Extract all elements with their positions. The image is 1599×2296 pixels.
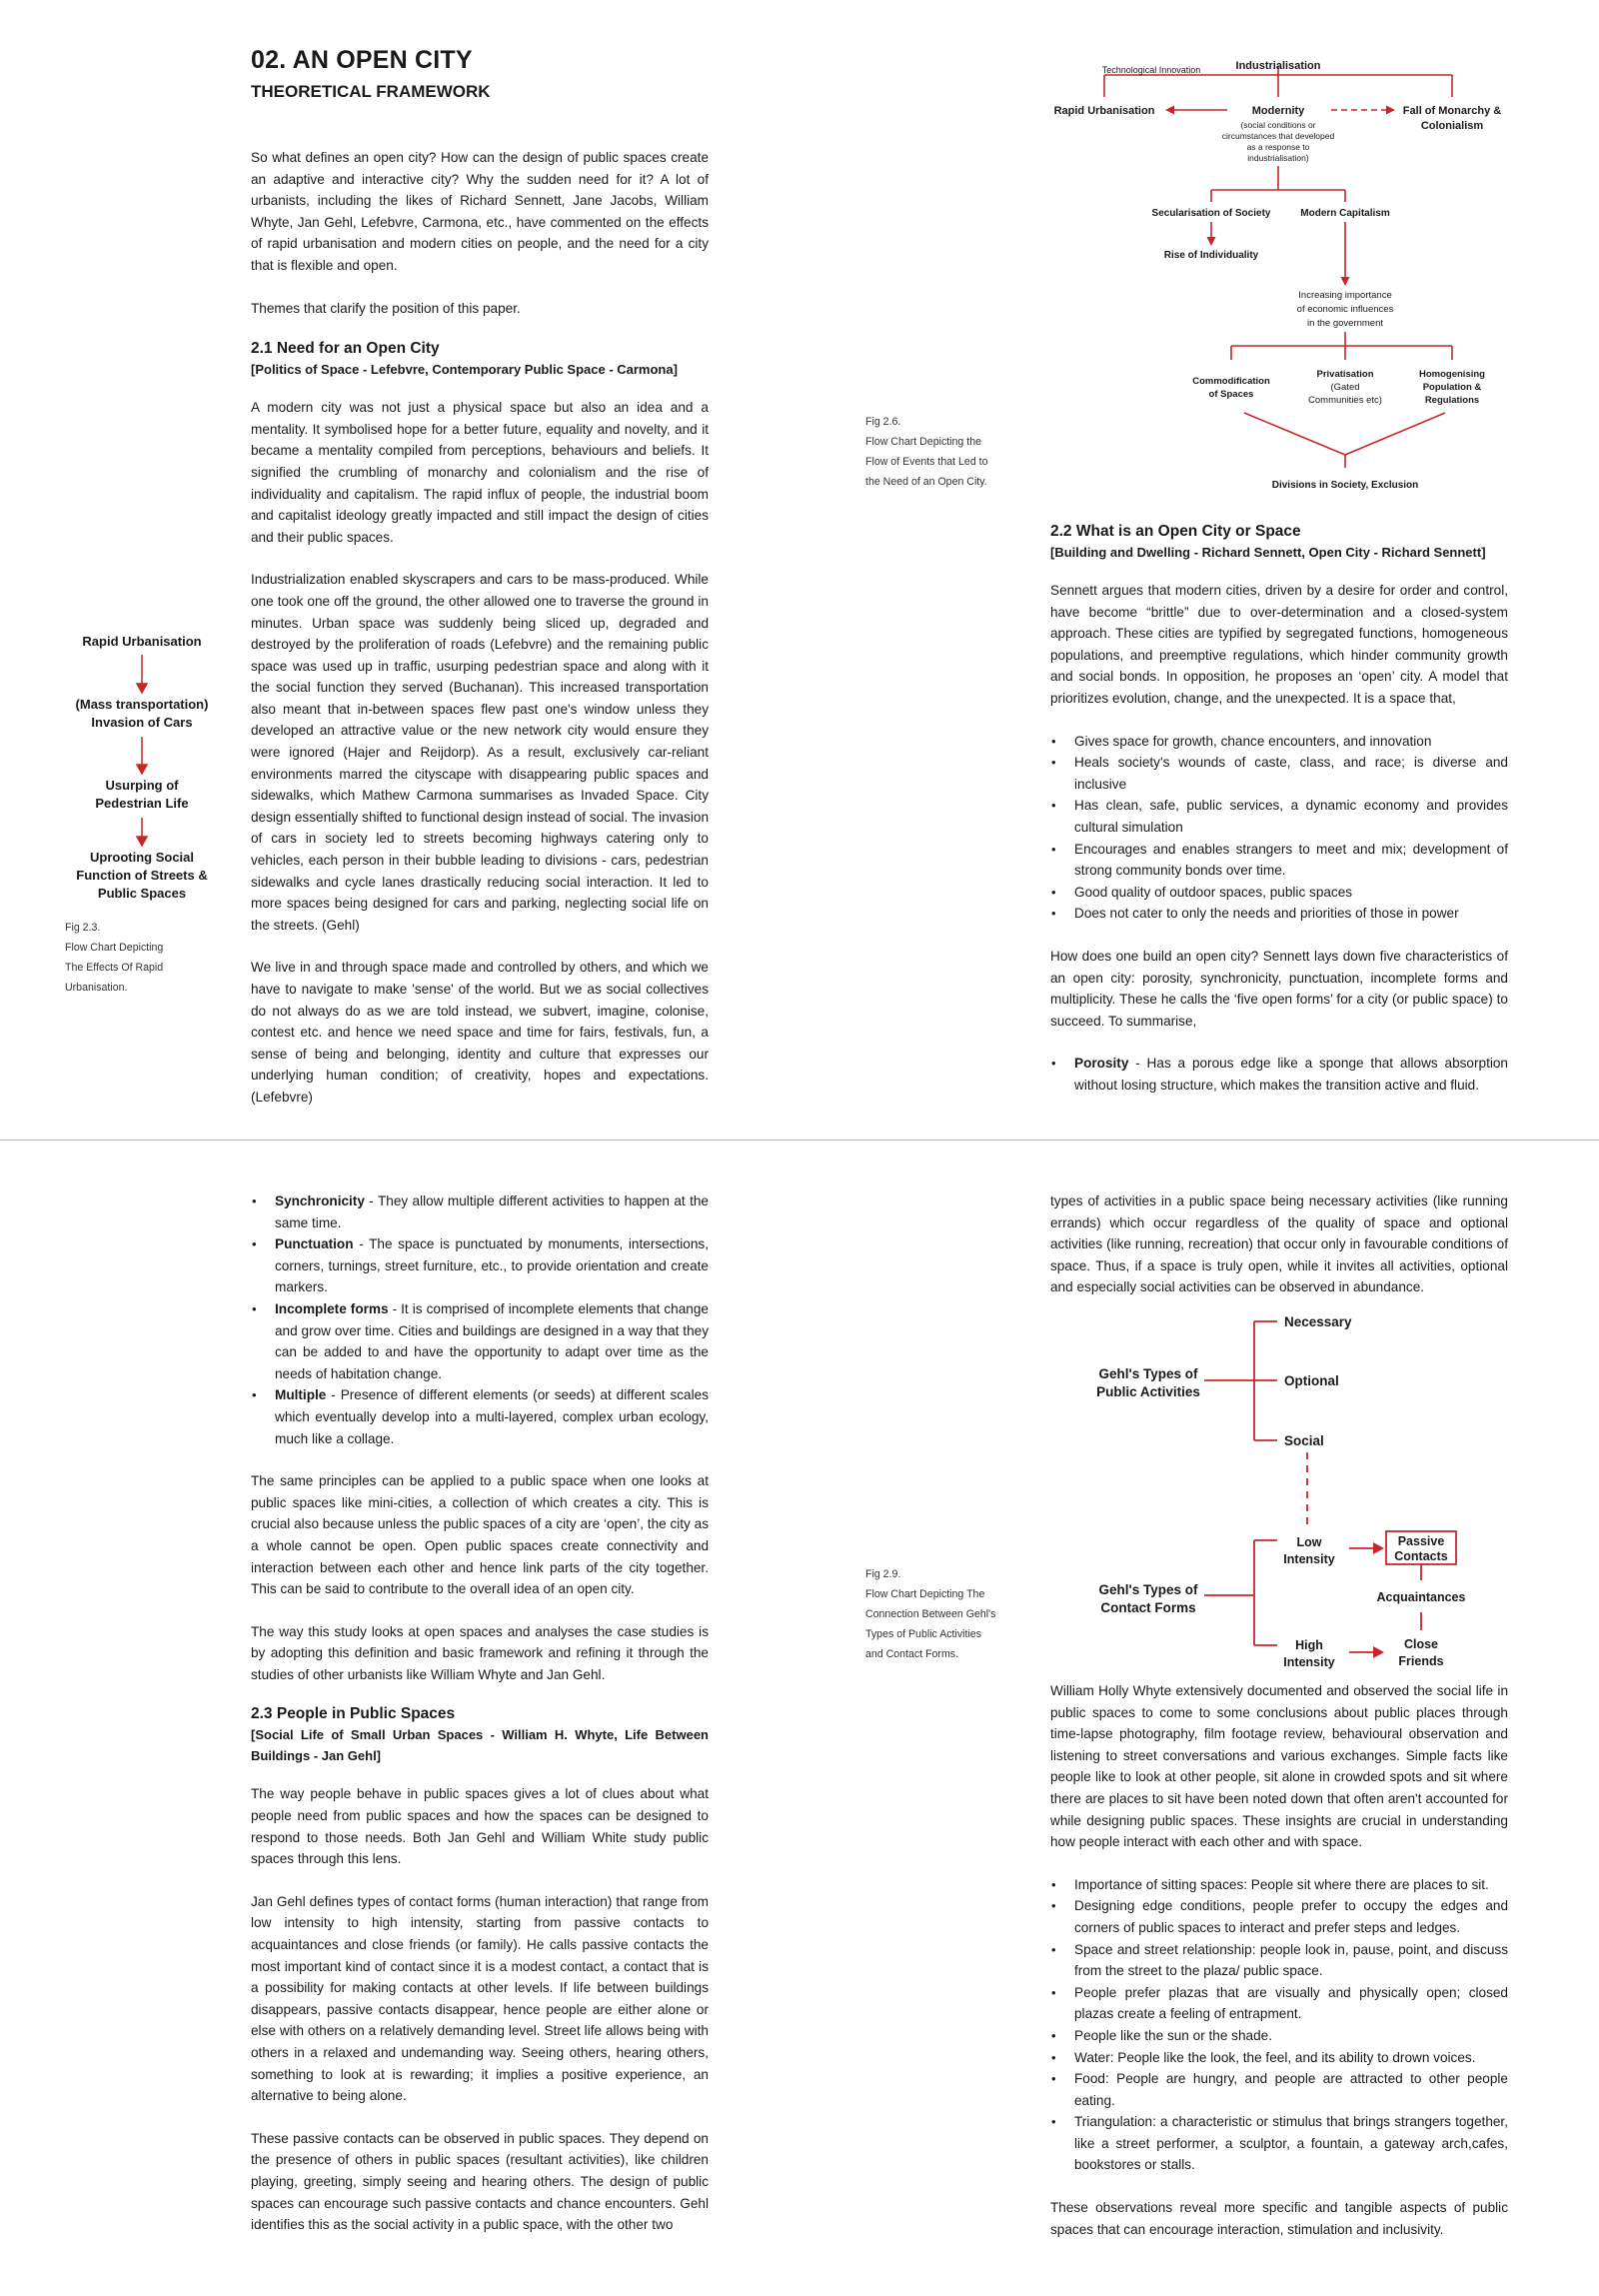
fig26-modernity: Modernity [1251,105,1305,117]
fig23-step-rapid-urbanisation: Rapid Urbanisation [82,634,202,649]
fig26-economic: Increasing importance [1298,290,1392,301]
fig23-caption-line: The Effects Of Rapid [65,962,164,974]
section-2-1-title: 2.1 Need for an Open City [251,340,440,358]
page1-main-column [251,45,709,1130]
list-item: • Triangulation: a characteristic or stimulus that brings strangers together, like a street performer, a sculptor, a fountain, a gateway arch,cafes, bookstores or stalls. [1050,2111,1508,2176]
list-item: • People prefer plazas that are visually and physically open; closed plazas create a feeling of entrapment. [1050,1982,1508,2025]
form-text: - The space is punctuated by monuments, intersections, corners, turnings, street furniture, etc., to provide orientation and create markers. [275,1236,709,1295]
form-text: - They allow multiple different activities to happen at the same time. [275,1193,709,1230]
section-2-3-paragraph-3: These passive contacts can be observed in public spaces. They depend on the presence of others in public spaces (resultant activities), like children playing, greeting, simply seeing and hearing others. The design of public spaces can encourage such passive contacts and chance encounters. Gehl identifies this as the social activity in a public space, with the other two [251,2130,709,2233]
activity-types-paragraph: types of activities in a public space being necessary activities (like running errands) which occur regardless of the quality of space and optional activities (like running, recreation) that occur only in favourable conditions of space. Thus, if a space is truly open, while it invites all activities, optional and especially social activities can be observed in abundance. [1050,1193,1508,1295]
fig26-divisions: Divisions in Society, Exclusion [1271,480,1419,491]
themes-paragraph: Themes that clarify the position of this paper. [251,300,521,316]
list-item [251,1384,709,1449]
list-item: • Designing edge conditions, people prefer to occupy the edges and corners of public spaces to interact and prefer steps and ledges. [1050,1895,1508,1938]
page-1 [0,0,1599,1140]
fig26-modernity-note: (social conditions or [1240,120,1316,130]
open-city-bullet-list [1050,731,1508,925]
fig29-caption-line: Flow Chart Depicting The [865,1588,985,1600]
fig26-commodification: of Spaces [1208,389,1254,400]
fig29-low: Low [1296,1535,1322,1549]
whyte-paragraph: William Holly Whyte extensively documented and observed the social life in public spaces to come to some conclusions about public places through time-lapse photography, film footage review, behavioural observation and listening to street conversations and various exchanges. Simple facts like people like to look at other people, sit alone in crowded spots and sit where there are places to sit have been noted down that often aren't accounted for while designing public spaces. These insights are crucial in understanding how people interact with each other and with space. [1050,1683,1508,1850]
intro-paragraph: So what defines an open city? How can the design of public spaces create an adaptive and interactive city? Why the sudden need for it? A lot of urbanists, including the likes of Richard Sennett, Jane Jacobs, William Whyte, Jan Gehl, Lefebvre, Carmona, etc., have commented on the effects of rapid urbanisation and modern cities on people, and the need for a city that is flexible and open. [251,150,709,273]
porosity-term: Porosity [1074,1056,1129,1072]
section-2-1-sources: [Politics of Space - Lefebvre, Contemporary Public Space - Carmona] [251,362,678,378]
section-2-1-paragraph-1: A modern city was not just a physical space but also an idea and a mentality. It symbolised hope for a better future, equality and novelty, and it became a mentality compiled from perceptions, behaviours and beliefs. It signified the crumbling of monarchy and colonialism and the rise of individuality and capitalism. The rapid influx of people, the industrial boom and capitalist ideology greatly impacted and still impact the design of cities and their public spaces. [251,400,709,545]
list-item: • Gives space for growth, chance encounters, and innovation [1050,731,1508,753]
fig26-modernity-note: as a response to [1246,142,1310,152]
fig23-caption [65,918,225,998]
fig26-homogenising: Homogenising [1419,369,1485,380]
list-item [251,1233,709,1298]
list-item: • Heals society's wounds of caste, class, and race; is diverse and inclusive [1050,752,1508,795]
fig23-arrows [0,0,240,900]
fig26-rapid-urbanisation: Rapid Urbanisation [1053,105,1155,117]
fig23-caption-line: Urbanisation. [65,982,128,994]
section-2-2-title: 2.2 What is an Open City or Space [1050,523,1301,540]
fig23-caption-line: Fig 2.3. [65,922,101,934]
open-forms-list [251,1190,709,1449]
fig26-economic: of economic influences [1296,304,1394,315]
fig29-passive: Passive [1397,1534,1445,1548]
form-term: Multiple [275,1387,327,1403]
page2-main-column [251,1190,709,2257]
page1-right-column [1050,521,1508,1117]
chapter-subtitle: THEORETICAL FRAMEWORK [251,82,491,101]
list-item: • Space and street relationship: people look in, pause, point, and discuss from the street to the plaza/ public space. [1050,1939,1508,1982]
fig29-activities-label: Public Activities [1096,1384,1200,1399]
observations-paragraph: These observations reveal more specific and tangible aspects of public spaces that can encourage interaction, stimulation and inclusivity. [1050,2200,1508,2237]
form-text: - Presence of different elements (or seeds) at different scales which eventually develop into a multi-layered, complex urban ecology, much like a collage. [275,1387,709,1446]
fig29-activities-label: Gehl's Types of [1098,1366,1198,1381]
fig29-high: High [1295,1638,1323,1652]
fig23-step-invasion-of-cars: (Mass transportation) Invasion of Cars [75,697,209,730]
porosity-list [1050,1053,1508,1096]
fig26-caption [865,412,1035,492]
section-2-2-paragraph-1: Sennett argues that modern cities, driven by a desire for order and control, have become “brittle” due to over-determination and a closed-system approach. These cities are typified by segregated functions, homogeneous populations, and preemptive regulations, which hinder community growth and social bonds. In opposition, he proposes an ‘open’ city. A model that prioritizes evolution, change, and the unexpected. It is a space that, [1050,583,1508,706]
section-2-3-paragraph-1: The way people behave in public spaces gives a lot of clues about what people need from public spaces and how the spaces can be designed to respond to those needs. Both Jan Gehl and William White study public spaces through this lens. [251,1786,709,1867]
fig29-passive: Contacts [1394,1549,1448,1563]
chapter-title: 02. AN OPEN CITY [251,46,473,74]
fig29-necessary: Necessary [1284,1314,1352,1329]
section-2-2-paragraph-2: How does one build an open city? Sennett lays down five characteristics of an open city: porosity, synchronicity, punctuation, incomplete forms and multiplicity. These he calls the ‘five open forms’ for a city (or public space) to succeed. To summarise, [1050,948,1508,1029]
fig29-contact-label: Contact Forms [1100,1600,1196,1615]
list-item: • Food: People are hungry, and people are attracted to other people eating. [1050,2068,1508,2111]
study-approach-paragraph: The way this study looks at open spaces and analyses the case studies is by adopting this definition and basic framework and refining it through the studies of other urbanists like William Whyte and Jan Gehl. [251,1623,709,1682]
form-text: - It is comprised of incomplete elements that change and grow over time. Cities and buildings are designed in a way that they can be added to and have the opportunity to adapt over time as the needs of habitation change. [275,1300,709,1381]
list-item: • Encourages and enables strangers to meet and mix; development of strong community bonds over time. [1050,839,1508,882]
fig29-close: Close [1403,1637,1439,1651]
fig26-modern-capitalism: Modern Capitalism [1300,208,1390,219]
fig26-homogenising: Regulations [1424,395,1480,406]
list-item: • Good quality of outdoor spaces, public spaces [1050,882,1508,904]
fig26-commodification: Commodification [1192,376,1270,387]
fig29-close: Friends [1398,1654,1444,1668]
fig29-contact-label: Gehl's Types of [1098,1582,1198,1597]
fig26-caption-line: Fig 2.6. [865,416,901,428]
porosity-text: - Has a porous edge like a sponge that allows absorption without losing structure, which makes the transition active and fluid. [1074,1056,1508,1093]
fig26-modernity-note: industrialisation) [1247,153,1309,163]
form-term: Punctuation [275,1236,354,1252]
section-2-3-paragraph-2: Jan Gehl defines types of contact forms (human interaction) that range from low intensity to high intensity, starting from passive contacts to acquaintances and close friends (or family). He calls passive contacts the most important kind of contact since it is a modest contact, a contact that is a possibility for making contacts at other levels. If life between buildings disappears, passive contacts disappear, hence people are either alone or else with others on a relatively demanding level. Street life allows being with others in a relaxed and undemanding way. Seeing others, hearing others, something to look at is rewarding; it implies a positive experience, an alternative to being alone. [251,1893,709,2104]
fig26-individuality: Rise of Individuality [1163,250,1259,261]
form-term: Synchronicity [275,1193,365,1208]
same-principles-paragraph: The same principles can be applied to a public space when one looks at public spaces like mini-cities, a collection of which creates a city. This is crucial also because unless the public spaces of a city are ‘open’, the city as a whole cannot be open. Open public spaces create connectivity and interaction between each other and hence link parts of the city together. This can be said to contribute to the overall idea of an open city. [251,1473,709,1597]
fig-2-6-flowchart [1039,50,1559,500]
list-item: • Does not cater to only the needs and priorities of those in power [1050,903,1508,925]
fig29-low: Intensity [1283,1552,1335,1566]
form-term: Incomplete forms [275,1300,389,1316]
fig26-tech: Technological Innovation [1101,65,1201,75]
fig26-modernity-note: circumstances that developed [1221,131,1335,141]
section-2-3-title: 2.3 People in Public Spaces [251,1705,456,1723]
fig29-caption-line: Fig 2.9. [865,1568,901,1580]
fig23-step-usurping: Usurping of Pedestrian Life [95,778,189,811]
fig23-caption-line: Flow Chart Depicting [65,942,164,954]
list-item [251,1298,709,1384]
fig26-industrialisation: Industrialisation [1235,60,1321,72]
fig26-fall: Fall of Monarchy & [1402,105,1502,117]
fig29-optional: Optional [1284,1373,1339,1388]
fig26-caption-line: the Need of an Open City. [865,476,987,488]
fig26-caption-line: Flow of Events that Led to [865,456,988,468]
section-2-2-sources: [Building and Dwelling - Richard Sennett, Open City - Richard Sennett] [1050,545,1486,560]
whyte-bullet-list [1050,1874,1508,2176]
fig26-privatisation-note: (Gated [1330,382,1360,393]
list-item: • Has clean, safe, public services, a dynamic economy and provides cultural simulation [1050,795,1508,838]
fig29-high: Intensity [1283,1655,1335,1669]
section-2-3-sources: [Social Life of Small Urban Spaces - William H. Whyte, Life Between Buildings - Jan Gehl] [251,1727,709,1764]
fig26-caption-line: Flow Chart Depicting the [865,436,981,448]
fig29-social: Social [1284,1433,1324,1448]
list-item: • Water: People like the look, the feel, and its ability to drown voices. [1050,2047,1508,2069]
fig23-step-uprooting: Uprooting Social Function of Streets & Public Spaces [76,850,208,901]
section-2-1-paragraph-2: Industrialization enabled skyscrapers and cars to be mass-produced. While one took one off the ground, the other allowed one to traverse the ground in minutes. Urban space was suddenly being sliced up, degraded and destroyed by the proliferation of roads (Lefebvre) and the remaining public space was used up in traffic, usurping pedestrian space and along with it the social function they served (Buchanan). This increased transportation also meant that in-between spaces flew past one's window unless they developed an attractive value or the new network city would ensure they were ignored (Hajer and Reijdorp). As a result, exclusively car-reliant environments marred the cityscape with disappearing public spaces and sidewalks, which Mathew Carmona summarises as Invaded Space. City design essentially shifted to functional design instead of social. The invasion of cars in society led to streets becoming highways catering only to vehicles, each person in their bubble leading to divisions - cars, pedestrian sidewalks and cycle lanes drastically reducing social interaction. It led to more spaces being designed for cars and parking, neglecting social life on the streets. (Gehl) [251,572,709,933]
fig26-fall: Colonialism [1420,120,1484,132]
fig26-secularisation: Secularisation of Society [1151,208,1271,219]
fig29-caption-line: Connection Between Gehl's [865,1608,996,1620]
page-2 [0,1141,1599,2296]
page2-right-bottom [1050,1680,1508,2261]
list-item: • People like the sun or the shade. [1050,2025,1508,2047]
fig26-economic: in the government [1306,318,1384,329]
list-item: • Importance of sitting spaces: People sit where there are places to sit. [1050,1874,1508,1896]
list-item [251,1190,709,1233]
fig26-privatisation-note: Communities etc) [1308,395,1382,406]
fig29-caption-line: and Contact Forms. [865,1648,959,1660]
fig29-caption [865,1564,1035,1664]
fig29-acquaintances: Acquaintances [1376,1590,1466,1604]
list-item [1050,1053,1508,1096]
fig26-privatisation: Privatisation [1316,369,1374,380]
fig26-homogenising: Population & [1422,382,1482,393]
fig29-caption-line: Types of Public Activities [865,1628,981,1640]
section-2-1-paragraph-3: We live in and through space made and controlled by others, and which we have to navigate to make 'sense' of the world. But we as social collectives do not always do as we are told instead, we subvert, imagine, colonise, contest etc. and hence we need space and time for fairs, festivals, fun, a sense of being and belonging, identity and culture that expresses our underlying human condition; of creativity, hopes and expectations. (Lefebvre) [251,960,709,1105]
